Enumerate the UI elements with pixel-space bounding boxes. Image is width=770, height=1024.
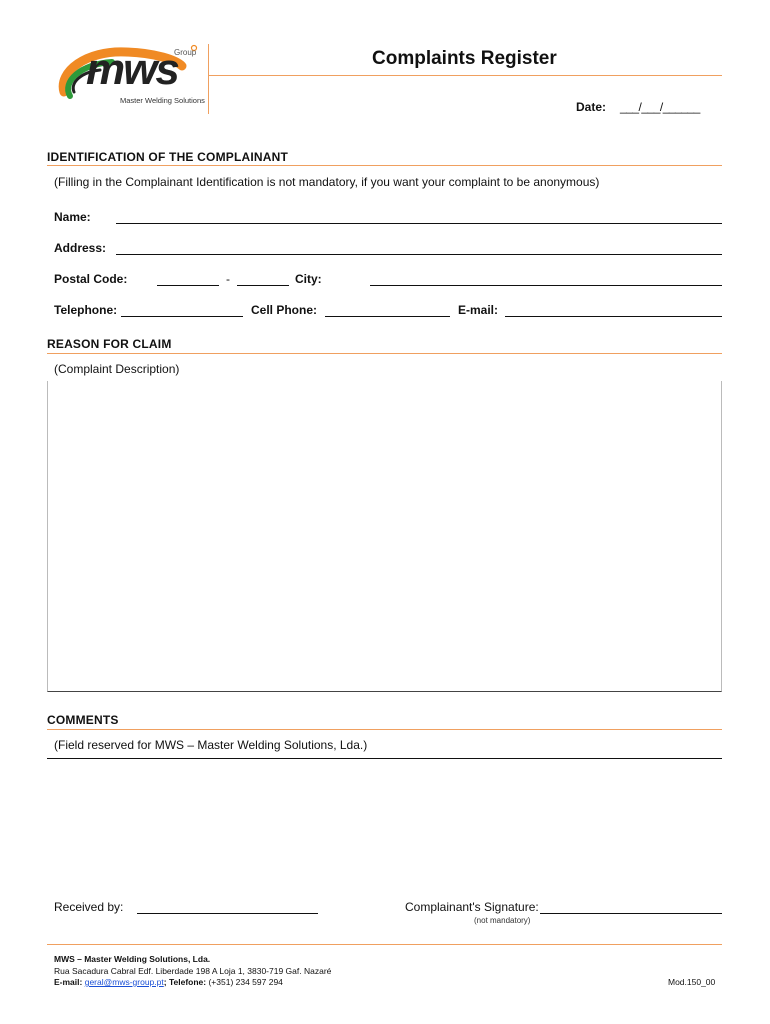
cell-phone-field[interactable] bbox=[325, 316, 450, 317]
postal-code-field-1[interactable] bbox=[157, 285, 219, 286]
complaint-description-box[interactable] bbox=[47, 381, 722, 692]
comments-area[interactable] bbox=[47, 760, 722, 890]
footer-address: Rua Sacadura Cabral Edf. Liberdade 198 A Loja 1, 3830-719 Gaf. Nazaré bbox=[54, 966, 332, 976]
comments-box-bottom bbox=[47, 758, 722, 759]
not-mandatory-note: (not mandatory) bbox=[474, 916, 531, 925]
postal-code-field-2[interactable] bbox=[237, 285, 289, 286]
email-label: E-mail: bbox=[458, 303, 499, 317]
footer-company: MWS – Master Welding Solutions, Lda. bbox=[54, 954, 211, 964]
identification-title: IDENTIFICATION OF THE COMPLAINANT bbox=[47, 150, 289, 164]
email-field[interactable] bbox=[505, 316, 722, 317]
form-title: Complaints Register bbox=[372, 48, 557, 69]
comments-note: (Field reserved for MWS – Master Welding Solutions, Lda.) bbox=[54, 738, 368, 752]
postal-code-dash: - bbox=[226, 272, 230, 286]
logo-brand: mws bbox=[86, 45, 178, 94]
name-label: Name: bbox=[54, 210, 91, 224]
identification-note: (Filling in the Complainant Identification is not mandatory, if you want your complaint to be anonymous) bbox=[54, 175, 600, 189]
header-divider bbox=[208, 75, 722, 76]
reason-title: REASON FOR CLAIM bbox=[47, 337, 172, 351]
postal-code-label: Postal Code: bbox=[54, 272, 128, 286]
reason-divider bbox=[47, 353, 722, 354]
received-by-field[interactable] bbox=[137, 913, 318, 914]
complainant-signature-label: Complainant's Signature: bbox=[405, 900, 539, 914]
footer-phone-label: ; Telefone: bbox=[163, 977, 207, 987]
comments-divider bbox=[47, 729, 722, 730]
address-field[interactable] bbox=[116, 254, 722, 255]
cell-phone-label: Cell Phone: bbox=[251, 303, 318, 317]
footer-phone: (+351) 234 597 294 bbox=[208, 977, 283, 987]
footer-divider bbox=[47, 944, 722, 945]
footer-contact bbox=[54, 977, 283, 987]
comments-title: COMMENTS bbox=[47, 713, 119, 727]
date-label: Date: bbox=[576, 100, 607, 114]
telephone-label: Telephone: bbox=[54, 303, 118, 317]
telephone-field[interactable] bbox=[121, 316, 243, 317]
company-logo bbox=[56, 42, 206, 114]
name-field[interactable] bbox=[116, 223, 722, 224]
logo-group: Group bbox=[174, 48, 197, 57]
city-label: City: bbox=[295, 272, 322, 286]
address-label: Address: bbox=[54, 241, 107, 255]
footer-email-link[interactable]: geral@mws-group.pt bbox=[84, 977, 164, 987]
date-field[interactable]: ___/___/______ bbox=[620, 100, 700, 114]
identification-divider bbox=[47, 165, 722, 166]
complainant-signature-field[interactable] bbox=[540, 913, 722, 914]
logo-divider bbox=[208, 44, 209, 114]
city-field[interactable] bbox=[370, 285, 722, 286]
received-by-label: Received by: bbox=[54, 900, 124, 914]
reason-note: (Complaint Description) bbox=[54, 362, 180, 376]
logo-tagline: Master Welding Solutions bbox=[120, 96, 205, 105]
form-code: Mod.150_00 bbox=[668, 977, 716, 987]
footer-email-label: E-mail: bbox=[54, 977, 83, 987]
